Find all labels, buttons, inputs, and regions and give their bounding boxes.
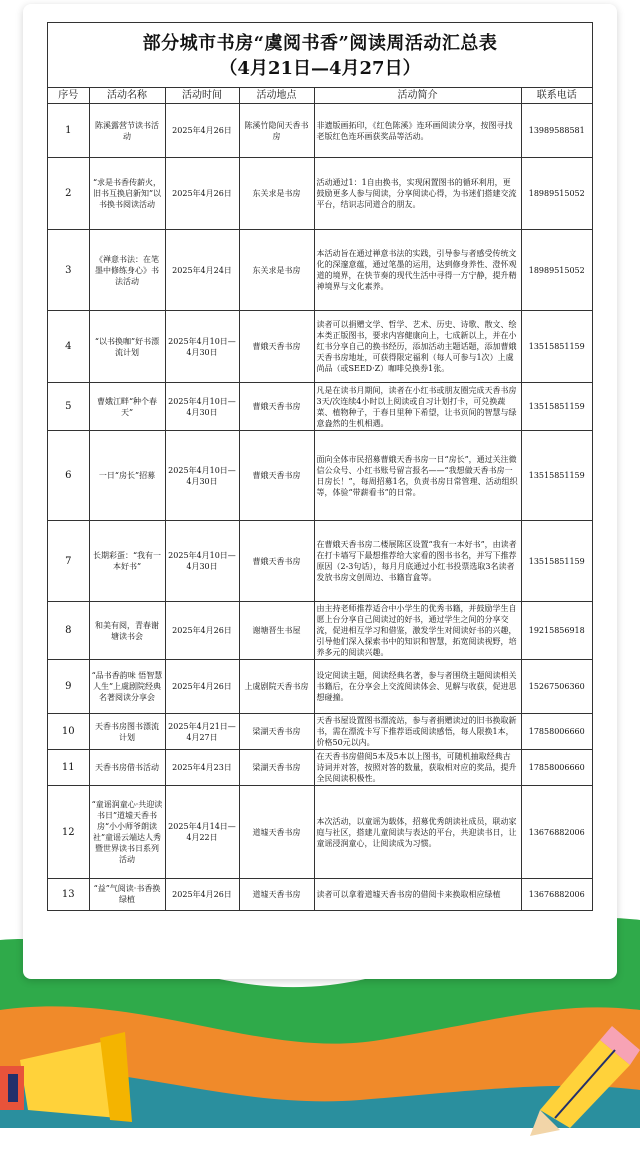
row-activity-place: 梁湖天香书房 [239, 714, 314, 750]
row-activity-name: “童谣润童心·共迎读书日”道墟天香书房“小小师爷朗读社”童谣云端达人秀暨世界读书日系列活动 [89, 786, 165, 879]
row-activity-desc: 本活动旨在通过禅意书法的实践，引导参与者感受传统文化的深邃意蕴，通过笔墨的运用，达到修身养性、澄怀观道的境界，在快节奏的现代生活中寻得一方宁静，提升精神境界与文化素养。 [314, 230, 521, 311]
row-activity-name: 一日“房长”招募 [89, 431, 165, 521]
row-activity-time: 2025年4月26日 [165, 602, 239, 660]
row-activity-place: 陈溪竹隐间天香书房 [239, 104, 314, 158]
row-activity-desc: 凡是在读书月期间，读者在小红书或朋友圈完成天香书房3天/次连续4小时以上阅读或自习计划打卡，可兑换蔬菜、植物种子，于春日里种下希望，让书页间的智慧与绿意盎然的生机相遇。 [314, 383, 521, 431]
row-index: 4 [48, 311, 89, 383]
table-header-row [48, 88, 592, 104]
row-index: 6 [48, 431, 89, 521]
row-activity-desc: 读者可以拿着道墟天香书房的借阅卡来换取相应绿植 [314, 879, 521, 910]
row-phone: 17858006660 [521, 714, 592, 750]
document-header [48, 23, 592, 88]
row-index: 13 [48, 879, 89, 910]
table-row [48, 158, 592, 230]
row-phone: 13676882006 [521, 879, 592, 910]
row-activity-place: 梁湖天香书房 [239, 750, 314, 786]
row-index: 11 [48, 750, 89, 786]
row-activity-desc: 活动通过1：1自由换书，实现闲置图书的循环利用，更鼓励更多人参与阅读，分享阅读心得，为书迷们搭建交流平台，结识志同道合的朋友。 [314, 158, 521, 230]
row-activity-desc: 面向全体市民招募曹娥天香书房一日“房长”，通过关注微信公众号、小红书账号留言报名——“我想做天香书房一日房长！”，每周招募1名，负责书房日常管理、活动组织等，体验“带薪看书”的日常。 [314, 431, 521, 521]
row-phone: 18989515052 [521, 230, 592, 311]
row-phone: 13989588581 [521, 104, 592, 158]
row-activity-place: 曹娥天香书房 [239, 383, 314, 431]
row-activity-desc: 由主持老师推荐适合中小学生的优秀书籍，并鼓励学生自愿上台分享自己阅读过的好书，通过学生之间的分享交流，促进相互学习和借鉴，激发学生对阅读好书的兴趣，引导他们深入探索书中的知识和智慧，拓宽阅读视野，培养多元的阅读兴趣。 [314, 602, 521, 660]
row-phone: 13515851159 [521, 521, 592, 602]
row-activity-place: 曹娥天香书房 [239, 311, 314, 383]
row-activity-desc: 读者可以捐赠文学、哲学、艺术、历史、诗歌、散文、绘本类正版图书，要求内容健康向上，七成新以上，并在小红书分享自己的换书经历，添加活动主题话题，添加曹娥天香书房地址，可获得限定福利（每人可参与1次）上虞尚品（或SEED·Z）咖啡兑换券1张。 [314, 311, 521, 383]
table-row [48, 230, 592, 311]
header-index: 序号 [48, 88, 89, 104]
row-index: 8 [48, 602, 89, 660]
table-row [48, 431, 592, 521]
header-activity-place: 活动地点 [239, 88, 314, 104]
table-row [48, 383, 592, 431]
row-activity-time: 2025年4月26日 [165, 158, 239, 230]
row-activity-place: 谢塘晋生书屋 [239, 602, 314, 660]
header-activity-desc: 活动简介 [314, 88, 521, 104]
row-activity-name: 曹娥江畔“种个春天” [89, 383, 165, 431]
row-index: 2 [48, 158, 89, 230]
row-activity-name: 陈溪露营节读书活动 [89, 104, 165, 158]
table-row [48, 879, 592, 910]
table-row [48, 521, 592, 602]
activity-summary-document [47, 22, 593, 911]
row-activity-name: “求是书香传薪火，旧书互换启新知”以书换书阅读活动 [89, 158, 165, 230]
row-index: 10 [48, 714, 89, 750]
row-activity-name: “以书换咖”好书漂流计划 [89, 311, 165, 383]
row-activity-time: 2025年4月10日—4月30日 [165, 521, 239, 602]
row-activity-time: 2025年4月14日—4月22日 [165, 786, 239, 879]
row-activity-desc: 天香书屋设置图书漂流站，参与者捐赠读过的旧书换取新书，需在漂流卡写下推荐语或阅读感悟，每人限换1本，价格50元以内。 [314, 714, 521, 750]
row-activity-time: 2025年4月26日 [165, 660, 239, 714]
document-date-range: （4月21日—4月27日） [219, 58, 421, 79]
row-index: 3 [48, 230, 89, 311]
row-activity-desc: 在曹娥天香书房二楼展陈区设置“我有一本好书”，由读者在打卡墙写下最想推荐给大家看的图书书名，并写下推荐原因（2-3句话），每月月底通过小红书投票选取3名读者发放书房文创周边、书籍盲盒等。 [314, 521, 521, 602]
table-body [48, 104, 592, 910]
row-activity-time: 2025年4月21日—4月27日 [165, 714, 239, 750]
row-activity-place: 道墟天香书房 [239, 879, 314, 910]
table-row [48, 714, 592, 750]
row-activity-time: 2025年4月10日—4月30日 [165, 311, 239, 383]
row-index: 7 [48, 521, 89, 602]
table-row [48, 660, 592, 714]
row-phone: 13515851159 [521, 311, 592, 383]
row-activity-place: 曹娥天香书房 [239, 521, 314, 602]
document-title: 部分城市书房“虞阅书香”阅读周活动汇总表 [142, 33, 498, 54]
row-activity-name: 和美有阅，青春谢塘读书会 [89, 602, 165, 660]
row-activity-time: 2025年4月24日 [165, 230, 239, 311]
header-activity-time: 活动时间 [165, 88, 239, 104]
table-row [48, 750, 592, 786]
row-activity-place: 曹娥天香书房 [239, 431, 314, 521]
row-activity-name: 《禅意书法：在笔墨中修练身心》书法活动 [89, 230, 165, 311]
row-activity-time: 2025年4月26日 [165, 879, 239, 910]
row-phone: 13515851159 [521, 431, 592, 521]
row-index: 1 [48, 104, 89, 158]
row-index: 5 [48, 383, 89, 431]
row-activity-place: 道墟天香书房 [239, 786, 314, 879]
row-index: 9 [48, 660, 89, 714]
row-activity-desc: 在天香书房借阅5本及5本以上图书，可随机抽取经典古诗词并对答，按照对答的数量，获取相对应的奖品，提升全民阅读积极性。 [314, 750, 521, 786]
row-activity-place: 东关求是书房 [239, 158, 314, 230]
row-activity-desc: 设定阅读主题，阅读经典名著，参与者围绕主题阅读相关书籍后，在分享会上交流阅读体会、见解与收获，促进思想碰撞。 [314, 660, 521, 714]
header-phone: 联系电话 [521, 88, 592, 104]
row-activity-name: 天香书房借书活动 [89, 750, 165, 786]
row-activity-time: 2025年4月23日 [165, 750, 239, 786]
row-activity-time: 2025年4月10日—4月30日 [165, 383, 239, 431]
row-index: 12 [48, 786, 89, 879]
row-activity-name: “益”气阅读·书香换绿植 [89, 879, 165, 910]
row-activity-desc: 本次活动，以童谣为载体，招募优秀朗读社成员，联动家庭与社区，搭建儿童阅读与表达的平台，共迎读书日，让童谣浸润童心，让阅读成为习惯。 [314, 786, 521, 879]
row-activity-desc: 非遗版画拓印，《红色陈溪》连环画阅读分享，按图寻找老版红色连环画获奖品等活动。 [314, 104, 521, 158]
row-activity-name: “品书香韵味 悟智慧人生”上虞剧院经典名著阅读分享会 [89, 660, 165, 714]
header-activity-name: 活动名称 [89, 88, 165, 104]
row-phone: 19215856918 [521, 602, 592, 660]
row-phone: 18989515052 [521, 158, 592, 230]
row-phone: 15267506360 [521, 660, 592, 714]
row-phone: 17858006660 [521, 750, 592, 786]
table-row [48, 602, 592, 660]
row-activity-place: 上虞剧院天香书房 [239, 660, 314, 714]
row-phone: 13515851159 [521, 383, 592, 431]
activity-table [48, 88, 592, 910]
row-activity-time: 2025年4月26日 [165, 104, 239, 158]
table-row [48, 104, 592, 158]
row-activity-name: 天香书房图书漂流计划 [89, 714, 165, 750]
row-activity-time: 2025年4月10日—4月30日 [165, 431, 239, 521]
row-activity-name: 长期彩蛋：“我有一本好书” [89, 521, 165, 602]
row-phone: 13676882006 [521, 786, 592, 879]
row-activity-place: 东关求是书房 [239, 230, 314, 311]
table-row [48, 311, 592, 383]
table-row [48, 786, 592, 879]
